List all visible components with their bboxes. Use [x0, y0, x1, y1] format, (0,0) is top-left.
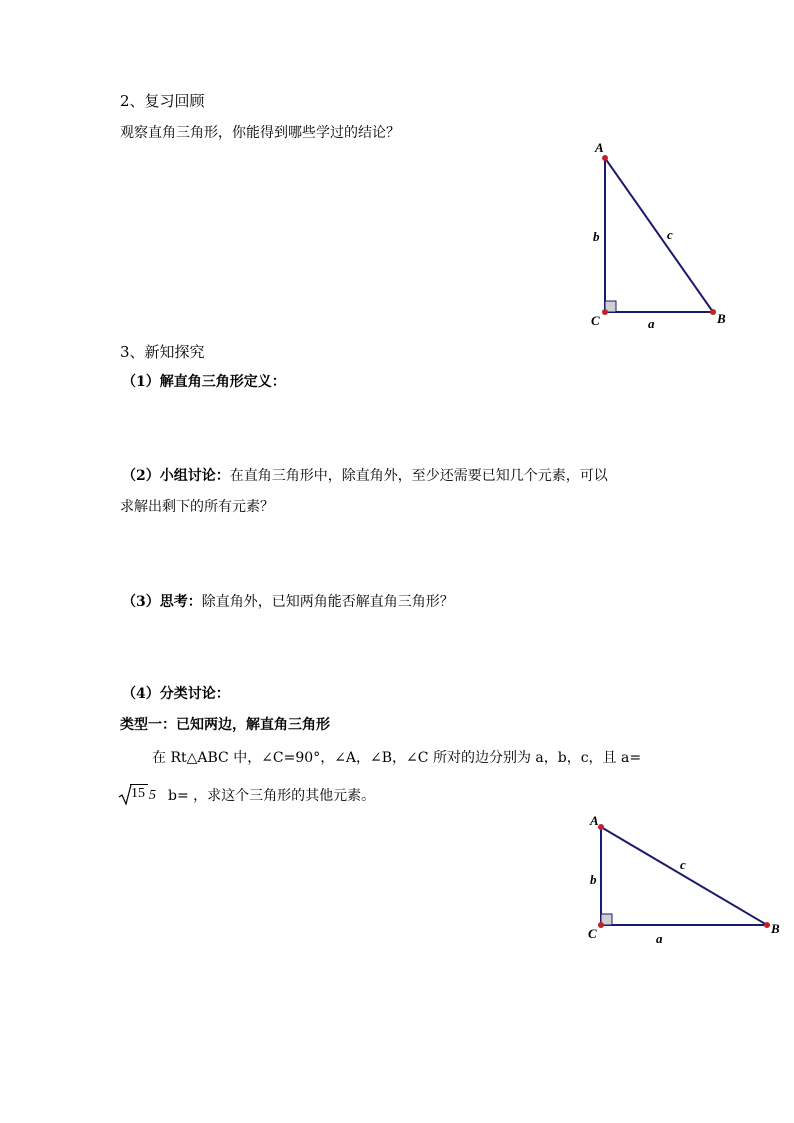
- side-label-c: c: [667, 227, 673, 242]
- question-3: [122, 593, 454, 611]
- side-label-a: a: [656, 931, 663, 946]
- radical-sign-icon: [118, 784, 132, 806]
- vertex-label-C: C: [588, 926, 597, 941]
- type1-title: 类型一：已知两边，解直角三角形: [120, 717, 330, 733]
- section2-question: 观察直角三角形，你能得到哪些学过的结论？: [120, 125, 400, 141]
- question-2-label: （2）小组讨论：: [122, 468, 230, 484]
- question-1: （1）解直角三角形定义：: [122, 374, 286, 390]
- sqrt-after: 5: [149, 788, 156, 803]
- section3-heading: 3、新知探究: [120, 343, 205, 361]
- triangle-figure-2: [584, 812, 784, 947]
- side-label-a: a: [648, 316, 655, 331]
- question-2-line1: [122, 467, 608, 485]
- vertex-label-B: B: [717, 311, 726, 326]
- type1-line1: 在 Rt△ABC 中，∠C=90°，∠A，∠B，∠C 所对的边分别为 a，b，c，且 a=: [152, 750, 642, 766]
- question-4: （4）分类讨论：: [122, 686, 230, 702]
- question-3-label: （3）思考：: [122, 594, 202, 610]
- triangle-figure-1: [588, 138, 738, 333]
- question-2-line2: 求解出剩下的所有元素？: [120, 499, 274, 515]
- side-label-c: c: [680, 857, 686, 872]
- vertex-label-C: C: [591, 313, 600, 328]
- vertex-label-A: A: [595, 140, 604, 155]
- type1-line2: b= ，求这个三角形的其他元素。: [168, 788, 376, 804]
- vertex-label-B: B: [771, 921, 780, 936]
- question-2-text: 在直角三角形中，除直角外，至少还需要已知几个元素，可以: [229, 468, 608, 484]
- sqrt-radicand: 15: [131, 786, 145, 801]
- question-3-text: 除直角外，已知两角能否解直角三角形？: [201, 594, 454, 610]
- side-label-b: b: [590, 872, 597, 887]
- side-label-b: b: [593, 229, 600, 244]
- vertex-label-A: A: [590, 813, 599, 828]
- section2-heading: 2、复习回顾: [120, 92, 205, 110]
